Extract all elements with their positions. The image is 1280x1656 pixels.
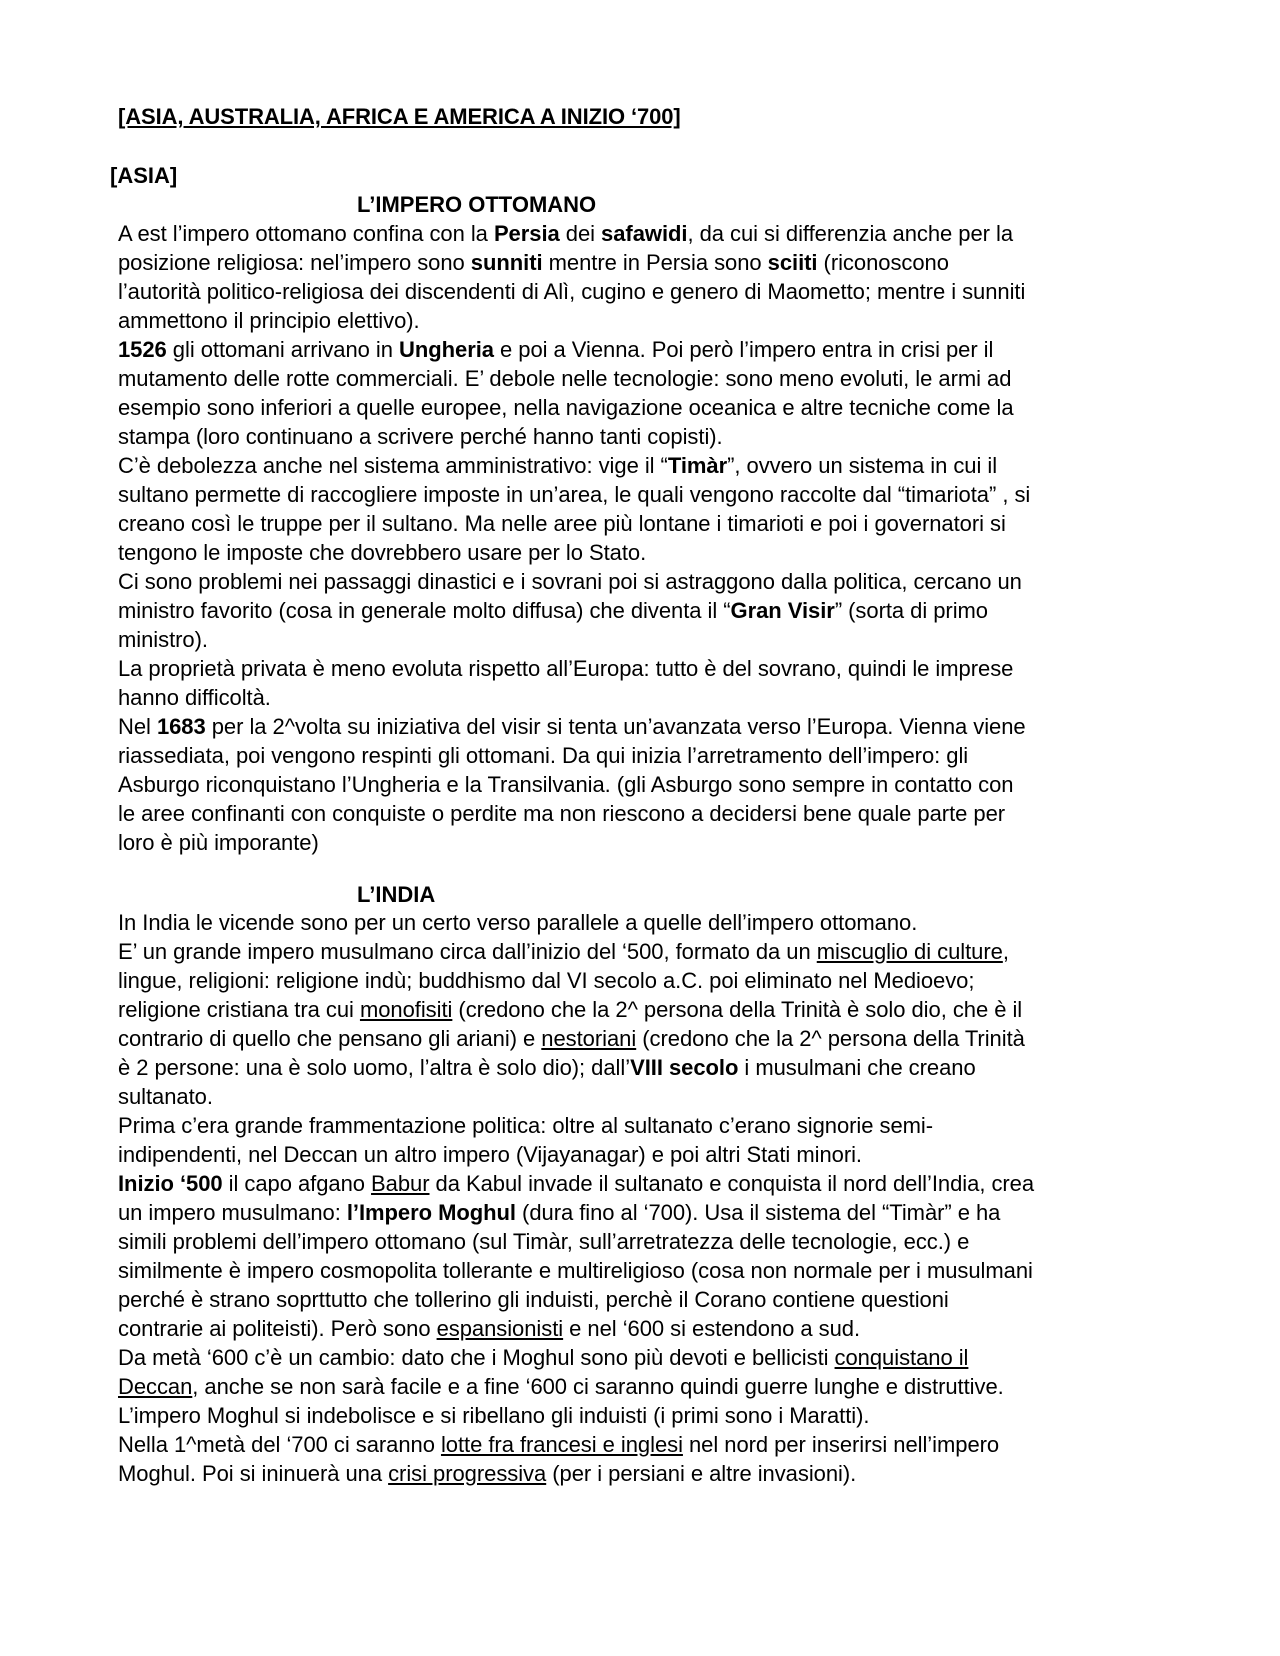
text-line: Nel 1683 per la 2^volta su iniziativa del visir si tenta un’avanzata verso l’Europa. Vienna viene [118,714,1026,739]
text-line: Moghul. Poi si ininuerà una crisi progressiva (per i persiani e altre invasioni). [118,1461,857,1486]
text-line: indipendenti, nel Deccan un altro impero (Vijayanagar) e poi altri Stati minori. [118,1142,862,1167]
text-line: perché è strano soprttutto che tollerino gli induisti, perchè il Corano contiene questioni [118,1287,949,1312]
text-line: è 2 persone: una è solo uomo, l’altra è solo dio); dall’VIII secolo i musulmani che creano [118,1055,976,1080]
text-line: un impero musulmano: l’Impero Moghul (dura fino al ‘700). Usa il sistema del “Timàr” e ha [118,1200,1001,1225]
text-line: La proprietà privata è meno evoluta rispetto all’Europa: tutto è del sovrano, quindi le imprese [118,656,1014,681]
text-line: Prima c’era grande frammentazione politica: oltre al sultanato c’erano signorie semi- [118,1113,934,1138]
text-line: ministro). [118,627,208,652]
paragraph [118,937,1178,1111]
text-line: contrario di quello che pensano gli ariani) e nestoriani (credono che la 2^ persona della Trinità [118,1026,1025,1051]
text-line: Ci sono problemi nei passaggi dinastici e i sovrani poi si astraggono dalla politica, cercano un [118,569,1022,594]
text-line: lingue, religioni: religione indù; buddhismo dal VI secolo a.C. poi eliminato nel Medioevo; [118,968,975,993]
paragraph [118,908,1178,937]
text-line: sultanato. [118,1084,213,1109]
text-line: E’ un grande impero musulmano circa dall’inizio del ‘500, formato da un miscuglio di culture, [118,939,1009,964]
text-line: Asburgo riconquistano l’Ungheria e la Transilvania. (gli Asburgo sono sempre in contatto con [118,772,1014,797]
paragraph [118,219,1178,335]
text-line: contrarie ai politeisti). Però sono espansionisti e nel ‘600 si estendono a sud. [118,1316,861,1341]
ottoman-section-body [118,219,1178,857]
india-section-body [118,908,1178,1488]
text-line: In India le vicende sono per un certo verso parallele a quelle dell’impero ottomano. [118,910,918,935]
text-line: posizione religiosa: nel’impero sono sunniti mentre in Persia sono sciiti (riconoscono [118,250,949,275]
section-label-asia: [ASIA] [110,163,178,188]
text-line: A est l’impero ottomano confina con la Persia dei safawidi, da cui si differenzia anche per la [118,221,1014,246]
text-line: L’impero Moghul si indebolisce e si ribellano gli induisti (i primi sono i Maratti). [118,1403,870,1428]
text-line: l’autorità politico-religiosa dei discendenti di Alì, cugino e genero di Maometto; mentre i sunniti [118,279,1026,304]
text-line: Inizio ‘500 il capo afgano Babur da Kabul invade il sultanato e conquista il nord dell’India, crea [118,1171,1035,1196]
text-line: Da metà ‘600 c’è un cambio: dato che i Moghul sono più devoti e bellicisti conquistano il [118,1345,969,1370]
heading-ottoman-empire: L’IMPERO OTTOMANO [357,192,597,217]
text-line: ammettono il principio elettivo). [118,308,420,333]
text-line: creano così le truppe per il sultano. Ma nelle aree più lontane i timarioti e poi i governatori si [118,511,1006,536]
text-line: Nella 1^metà del ‘700 ci saranno lotte fra francesi e inglesi nel nord per inserirsi nell’impero [118,1432,1000,1457]
text-line: simili problemi dell’impero ottomano (sul Timàr, sull’arretratezza delle tecnologie, ecc.) e [118,1229,970,1254]
text-line: C’è debolezza anche nel sistema amministrativo: vige il “Timàr”, ovvero un sistema in cui il [118,453,998,478]
paragraph [118,712,1178,857]
text-line: hanno difficoltà. [118,685,271,710]
paragraph [118,1343,1178,1430]
paragraph [118,335,1178,451]
document-title: [ASIA, AUSTRALIA, AFRICA E AMERICA A INIZIO ‘700] [118,104,681,129]
paragraph [118,1111,1178,1169]
heading-india: L’INDIA [357,882,436,907]
paragraph [118,567,1178,654]
text-line: Deccan, anche se non sarà facile e a fine ‘600 ci saranno quindi guerre lunghe e distruttive. [118,1374,1004,1399]
paragraph [118,1169,1178,1343]
text-line: 1526 gli ottomani arrivano in Ungheria e poi a Vienna. Poi però l’impero entra in crisi per il [118,337,994,362]
text-line: stampa (loro continuano a scrivere perché hanno tanti copisti). [118,424,723,449]
text-line: loro è più imporante) [118,830,319,855]
text-line: tengono le imposte che dovrebbero usare per lo Stato. [118,540,647,565]
paragraph [118,1430,1178,1488]
text-line: esempio sono inferiori a quelle europee, nella navigazione oceanica e altre tecniche come la [118,395,1014,420]
text-line: similmente è impero cosmopolita tollerante e multireligioso (cosa non normale per i musulmani [118,1258,1033,1283]
text-line: sultano permette di raccogliere imposte in un’area, le quali vengono raccolte dal “timariota” , si [118,482,1031,507]
paragraph [118,654,1178,712]
text-line: riassediata, poi vengono respinti gli ottomani. Da qui inizia l’arretramento dell’impero: gli [118,743,969,768]
text-line: ministro favorito (cosa in generale molto diffusa) che diventa il “Gran Visir” (sorta di primo [118,598,988,623]
text-line: mutamento delle rotte commerciali. E’ debole nelle tecnologie: sono meno evoluti, le armi ad [118,366,1012,391]
text-line: le aree confinanti con conquiste o perdite ma non riescono a decidersi bene quale parte per [118,801,1006,826]
text-line: religione cristiana tra cui monofisiti (credono che la 2^ persona della Trinità è solo dio, che è il [118,997,1023,1022]
paragraph [118,451,1178,567]
